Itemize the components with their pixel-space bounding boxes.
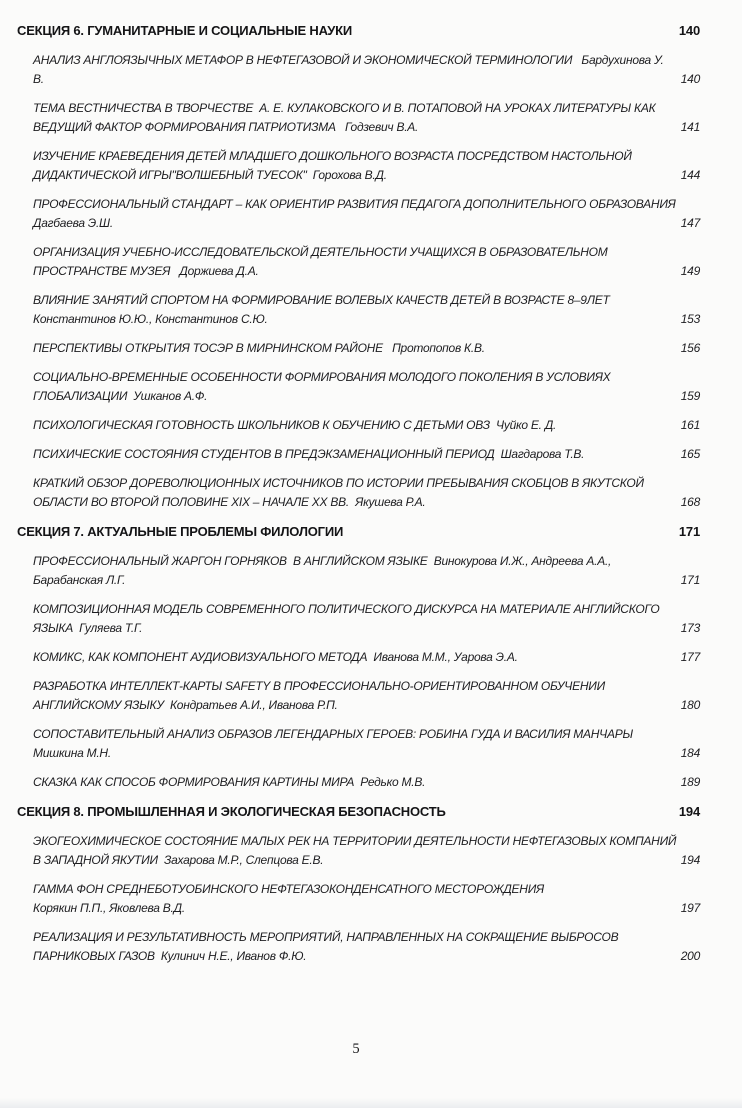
toc-entry-line: КРАТКИЙ ОБЗОР ДОРЕВОЛЮЦИОННЫХ ИСТОЧНИКОВ ПО ИСТОРИИ ПРЕБЫВАНИЯ СКОБЦОВ В ЯКУТСКОЙ — [33, 476, 644, 490]
toc-entry-line: ВЛИЯНИЕ ЗАНЯТИЙ СПОРТОМ НА ФОРМИРОВАНИЕ ВОЛЕВЫХ КАЧЕСТВ ДЕТЕЙ В ВОЗРАСТЕ 8–9ЛЕТ — [33, 293, 610, 307]
toc-entry-line: ПРОФЕССИОНАЛЬНЫЙ ЖАРГОН ГОРНЯКОВ В АНГЛИЙСКОМ ЯЗЫКЕ Винокурова И.Ж., Андреева А.А., — [33, 554, 612, 568]
toc-entry-line: ОБЛАСТИ ВО ВТОРОЙ ПОЛОВИНЕ XIX – НАЧАЛЕ XX ВВ. Якушева Р.А. — [33, 495, 426, 509]
toc-entry-line: ОРГАНИЗАЦИЯ УЧЕБНО-ИССЛЕДОВАТЕЛЬСКОЙ ДЕЯТЕЛЬНОСТИ УЧАЩИХСЯ В ОБРАЗОВАТЕЛЬНОМ — [33, 245, 608, 259]
toc-entry-page-number: 161 — [680, 418, 700, 432]
toc-entry-page-number: 184 — [680, 746, 700, 760]
toc-entry-page-number: 194 — [680, 853, 700, 867]
toc-entry-line: ПЕРСПЕКТИВЫ ОТКРЫТИЯ ТОСЭР В МИРНИНСКОМ РАЙОНЕ Протопопов К.В. — [33, 341, 485, 355]
toc-entry-line: СКАЗКА КАК СПОСОБ ФОРМИРОВАНИЯ КАРТИНЫ МИРА Редько М.В. — [33, 775, 426, 789]
toc-entry-page-number: 144 — [680, 168, 700, 182]
section-title: СЕКЦИЯ 8. ПРОМЫШЛЕННАЯ И ЭКОЛОГИЧЕСКАЯ БЕЗОПАСНОСТЬ — [17, 804, 446, 819]
toc-entry-page-number: 168 — [680, 495, 700, 509]
toc-entry-line: АНАЛИЗ АНГЛОЯЗЫЧНЫХ МЕТАФОР В НЕФТЕГАЗОВОЙ И ЭКОНОМИЧЕСКОЙ ТЕРМИНОЛОГИИ Бардухинова У. — [33, 53, 664, 67]
toc-entry — [33, 291, 700, 329]
toc-entry-line: ПРОФЕССИОНАЛЬНЫЙ СТАНДАРТ – КАК ОРИЕНТИР РАЗВИТИЯ ПЕДАГОГА ДОПОЛНИТЕЛЬНОГО ОБРАЗОВАНИЯ — [33, 197, 676, 211]
toc-entry-page-number: 149 — [680, 264, 700, 278]
toc-entry — [33, 147, 700, 185]
toc-entry — [33, 445, 700, 464]
toc-entry-line: РЕАЛИЗАЦИЯ И РЕЗУЛЬТАТИВНОСТЬ МЕРОПРИЯТИЙ, НАПРАВЛЕННЫХ НА СОКРАЩЕНИЕ ВЫБРОСОВ — [33, 930, 619, 944]
toc-entry-line: ПАРНИКОВЫХ ГАЗОВ Кулинич Н.Е., Иванов Ф.Ю. — [33, 949, 307, 963]
toc-entry-line: ПСИХОЛОГИЧЕСКАЯ ГОТОВНОСТЬ ШКОЛЬНИКОВ К ОБУЧЕНИЮ С ДЕТЬМИ ОВЗ Чуйко Е. Д. — [33, 418, 557, 432]
toc-entry-page-number: 200 — [680, 949, 700, 963]
toc-entry — [33, 773, 700, 792]
toc-entry — [33, 368, 700, 406]
page-number-footer: 5 — [352, 1041, 360, 1057]
toc-entry-line: Константинов Ю.Ю., Константинов С.Ю. — [33, 312, 268, 326]
toc-entry — [33, 725, 700, 763]
section-header — [17, 802, 700, 821]
toc-entry — [33, 99, 700, 137]
toc-entry-page-number: 197 — [680, 901, 700, 915]
toc-entry-page-number: 141 — [680, 120, 700, 134]
toc-entry — [33, 600, 700, 638]
section-page-number: 140 — [678, 23, 700, 38]
toc-entry-line: ЯЗЫКА Гуляева Т.Г. — [33, 621, 143, 635]
toc-entry-line: Корякин П.П., Яковлева В.Д. — [33, 901, 185, 915]
toc-entry-page-number: 180 — [680, 698, 700, 712]
section-page-number: 171 — [678, 524, 700, 539]
toc-entry-line: ДИДАКТИЧЕСКОЙ ИГРЫ"ВОЛШЕБНЫЙ ТУЕСОК" Горохова В.Д. — [33, 168, 387, 182]
toc-entry — [33, 243, 700, 281]
toc-entry-line: ЭКОГЕОХИМИЧЕСКОЕ СОСТОЯНИЕ МАЛЫХ РЕК НА ТЕРРИТОРИИ ДЕЯТЕЛЬНОСТИ НЕФТЕГАЗОВЫХ КОМПАНИЙ — [33, 834, 677, 848]
toc-entry-page-number: 159 — [680, 389, 700, 403]
section-page-number: 194 — [678, 804, 700, 819]
toc-entry-line: ВЕДУЩИЙ ФАКТОР ФОРМИРОВАНИЯ ПАТРИОТИЗМА Годзевич В.А. — [33, 120, 419, 134]
toc-entry-line: СОЦИАЛЬНО-ВРЕМЕННЫЕ ОСОБЕННОСТИ ФОРМИРОВАНИЯ МОЛОДОГО ПОКОЛЕНИЯ В УСЛОВИЯХ — [33, 370, 611, 384]
toc-entry-line: В ЗАПАДНОЙ ЯКУТИИ Захарова М.Р., Слепцова Е.В. — [33, 853, 324, 867]
toc-entry-line: КОМПОЗИЦИОННАЯ МОДЕЛЬ СОВРЕМЕННОГО ПОЛИТИЧЕСКОГО ДИСКУРСА НА МАТЕРИАЛЕ АНГЛИЙСКОГО — [33, 602, 660, 616]
section-header — [17, 21, 700, 40]
toc-entry-line: СОПОСТАВИТЕЛЬНЫЙ АНАЛИЗ ОБРАЗОВ ЛЕГЕНДАРНЫХ ГЕРОЕВ: РОБИНА ГУДА И ВАСИЛИЯ МАНЧАРЫ — [33, 727, 633, 741]
table-of-contents — [17, 21, 700, 976]
toc-entry — [33, 880, 700, 918]
section-header — [17, 522, 700, 541]
toc-entry-line: ИЗУЧЕНИЕ КРАЕВЕДЕНИЯ ДЕТЕЙ МЛАДШЕГО ДОШКОЛЬНОГО ВОЗРАСТА ПОСРЕДСТВОМ НАСТОЛЬНОЙ — [33, 149, 632, 163]
toc-entry-page-number: 153 — [680, 312, 700, 326]
toc-entry-line: ТЕМА ВЕСТНИЧЕСТВА В ТВОРЧЕСТВЕ А. Е. КУЛАКОВСКОГО И В. ПОТАПОВОЙ НА УРОКАХ ЛИТЕРАТУРЫ КАК — [33, 101, 656, 115]
toc-entry-page-number: 171 — [680, 573, 700, 587]
toc-entry-page-number: 156 — [680, 341, 700, 355]
section-title: СЕКЦИЯ 7. АКТУАЛЬНЫЕ ПРОБЛЕМЫ ФИЛОЛОГИИ — [17, 524, 344, 539]
toc-entry — [33, 832, 700, 870]
toc-entry — [33, 195, 700, 233]
toc-entry — [33, 648, 700, 667]
section-title: СЕКЦИЯ 6. ГУМАНИТАРНЫЕ И СОЦИАЛЬНЫЕ НАУКИ — [17, 23, 353, 38]
toc-entry-line: ПРОСТРАНСТВЕ МУЗЕЯ Доржиева Д.А. — [33, 264, 259, 278]
toc-entry-page-number: 189 — [680, 775, 700, 789]
toc-entry — [33, 677, 700, 715]
toc-entry — [33, 339, 700, 358]
toc-entry-line: Мишкина М.Н. — [33, 746, 111, 760]
toc-entry — [33, 51, 700, 89]
toc-entry-line: Барабанская Л.Г. — [33, 573, 126, 587]
toc-entry-line: РАЗРАБОТКА ИНТЕЛЛЕКТ-КАРТЫ SAFETY В ПРОФЕССИОНАЛЬНО-ОРИЕНТИРОВАННОМ ОБУЧЕНИИ — [33, 679, 605, 693]
toc-entry-line: КОМИКС, КАК КОМПОНЕНТ АУДИОВИЗУАЛЬНОГО МЕТОДА Иванова М.М., Уарова Э.А. — [33, 650, 518, 664]
toc-entry-line: АНГЛИЙСКОМУ ЯЗЫКУ Кондратьев А.И., Иванова Р.П. — [33, 698, 338, 712]
toc-entry — [33, 416, 700, 435]
toc-entry — [33, 928, 700, 966]
toc-entry-line: В. — [33, 72, 44, 86]
toc-entry-page-number: 177 — [680, 650, 700, 664]
toc-entry-page-number: 147 — [680, 216, 700, 230]
toc-entry-page-number: 165 — [680, 447, 700, 461]
toc-entry-line: ГАММА ФОН СРЕДНЕБОТУОБИНСКОГО НЕФТЕГАЗОКОНДЕНСАТНОГО МЕСТОРОЖДЕНИЯ — [33, 882, 544, 896]
toc-entry — [33, 552, 700, 590]
toc-entry-page-number: 140 — [680, 72, 700, 86]
toc-entry-line: ГЛОБАЛИЗАЦИИ Ушканов А.Ф. — [33, 389, 208, 403]
toc-entry — [33, 474, 700, 512]
toc-entry-line: Дагбаева Э.Ш. — [33, 216, 113, 230]
toc-entry-line: ПСИХИЧЕСКИЕ СОСТОЯНИЯ СТУДЕНТОВ В ПРЕДЭКЗАМЕНАЦИОННЫЙ ПЕРИОД Шагдарова Т.В. — [33, 447, 585, 461]
toc-entry-page-number: 173 — [680, 621, 700, 635]
